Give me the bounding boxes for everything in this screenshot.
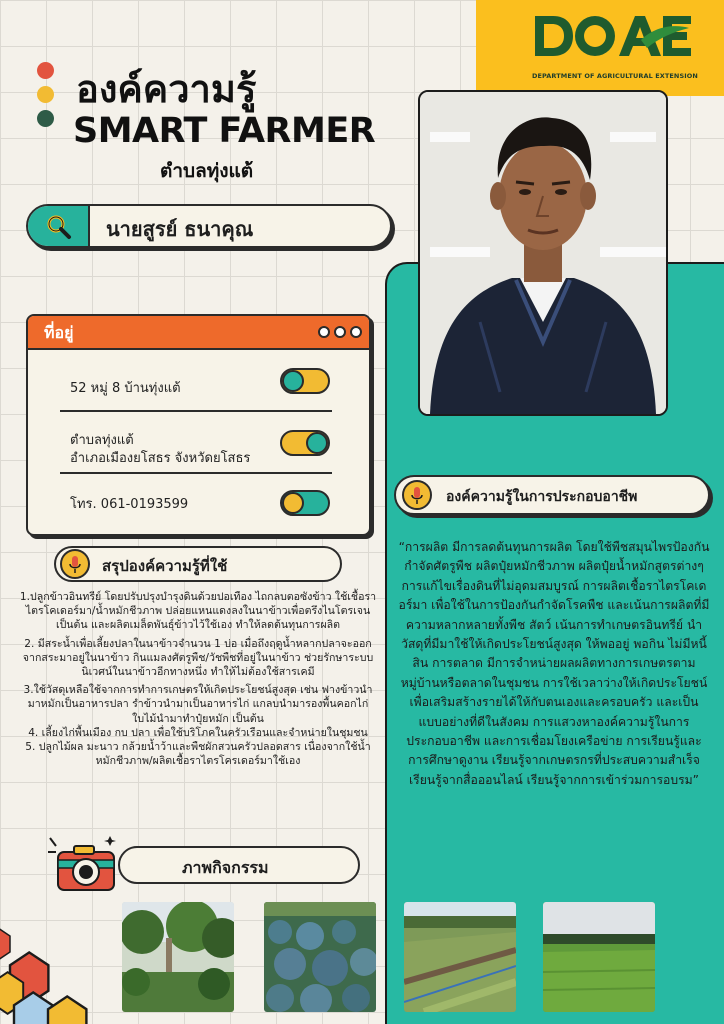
summary-list <box>18 590 378 772</box>
activity-photo <box>543 902 655 1012</box>
vegetable-garden-photo <box>264 902 376 1012</box>
activity-photo <box>404 902 516 1012</box>
garden-trees-photo <box>122 902 234 1012</box>
toggle-icon <box>280 430 330 456</box>
window-dot-icon <box>334 326 346 338</box>
search-icon-box <box>28 206 90 246</box>
activity-photo <box>122 902 234 1012</box>
page-title-thai: องค์ความรู้ <box>76 67 257 111</box>
page-title-english: SMART FARMER <box>73 111 376 151</box>
microphone-badge <box>60 549 90 579</box>
knowledge-header <box>394 475 710 515</box>
microphone-badge <box>402 480 432 510</box>
knowledge-paragraph: “การผลิต มีการลดต้นทุนการผลิต โดยใช้พืชสมุนไพรป้องกันกำจัดศัตรูพืช ผลิตปุ๋ยหมักชีวภาพ ผลิตปุ๋ยน้ำหมักสูตรต่างๆ การแก้ไขเรื่องดินที่ไม่อุดมสมบูรณ์ การผลิตเชื้อราไตรโคเดอร์มา เพื่อใช้ในการป้องกันกำจัดโรคพืช และเน้นการผลิตที่มีความหลากหลายทั้งพืช สัตว์ เน้นการทำเกษตรอินทรีย์ นำวัสดุที่มีมาใช้ให้เกิดประโยชน์สูงสุด ให้พออยู่ พอกิน ไม่มีหนี้สิน การตลาด มีการจำหน่ายผลผลิตทางการเกษตรตามหมู่บ้านหรือตลาดในชุมชน การใช้เวลาว่างให้เกิดประโยชน์ เพื่อเสริมสร้างรายได้ให้กับตนเองและครอบครัว และเป็นแบบอย่างที่ดีในสังคม การแสวงหาองค์ความรู้ในการประกอบอาชีพ และการเชื่อมโยงเครือข่าย การเรียนรู้และการศึกษาดูงาน เรียนรู้จากเกษตรกรที่ประสบความสำเร็จ เรียนรู้จากสื่อออนไลน์ เรียนรู้จากการเข้าร่วมการอบรม” <box>398 540 710 787</box>
summary-item: 1.ปลูกข้าวอินทรีย์ โดยปรับปรุงบำรุงดินด้วยปอเทือง ไถกลบตอซังข้าว ใช้เชื้อราไตรโคเดอร์มา/น้ำหมักชีวภาพ ปล่อยแหนแดงลงในนาข้าวเพื่อตรึงไนโตรเจน เป็นต้น และผลิตเมล็ดพันธุ์ข้าวไว้ใช้เอง ทำให้ลดต้นทุนการผลิต <box>19 591 377 632</box>
address-line-village: 52 หมู่ 8 บ้านทุ่งแต้ <box>70 381 181 396</box>
doae-logo <box>533 12 693 60</box>
address-line-district: อำเภอเมืองยโสธร จังหวัดยโสธร <box>70 451 251 466</box>
address-card-header <box>28 316 369 350</box>
farmer-name: นายสูรย์ ธนาคุณ <box>106 217 254 241</box>
activity-photo <box>264 902 376 1012</box>
paddy-field-photo <box>543 902 655 1012</box>
microphone-icon <box>68 555 82 575</box>
decorative-yellow-dot <box>37 86 54 103</box>
search-icon <box>46 214 72 240</box>
address-phone: โทร. 061-0193599 <box>70 497 189 512</box>
camera-icon <box>46 832 116 894</box>
address-title: ที่อยู่ <box>44 323 74 342</box>
logo-caption: DEPARTMENT OF AGRICULTURAL EXTENSION <box>532 72 698 80</box>
decorative-hexagons <box>0 914 110 1024</box>
page-subtitle: ตำบลทุ่งแต้ <box>160 160 254 182</box>
farmer-name-bar <box>26 204 392 248</box>
microphone-icon <box>410 486 424 506</box>
knowledge-title: องค์ความรู้ในการประกอบอาชีพ <box>446 489 638 505</box>
decorative-green-dot <box>37 110 54 127</box>
toggle-knob <box>282 370 304 392</box>
divider <box>60 472 332 474</box>
toggle-icon <box>280 368 330 394</box>
divider <box>60 410 332 412</box>
rice-field-photo <box>404 902 516 1012</box>
toggle-knob <box>282 492 304 514</box>
toggle-knob <box>306 432 328 454</box>
farmer-photo <box>418 90 668 416</box>
summary-item: 3.ใช้วัสดุเหลือใช้จากการทำการเกษตรให้เกิดประโยชน์สูงสุด เช่น ฟางข้าวนำมาหมักเป็นอาหารปลา รำข้าวนำมาเป็นอาหารไก่ แกลบนำมารองพื้นคอกไก่ใบไม้นำมาทำปุ๋ยหมัก เป็นต้น <box>23 684 373 725</box>
summary-item: 4. เลี้ยงไก่พื้นเมือง กบ ปลา เพื่อใช้บริโภคในครัวเรือนและจำหน่ายในชุมชน <box>28 726 368 739</box>
activity-title: ภาพกิจกรรม <box>182 858 269 877</box>
window-dot-icon <box>318 326 330 338</box>
farmer-portrait <box>420 92 666 414</box>
decorative-red-dot <box>37 62 54 79</box>
summary-title: สรุปองค์ความรู้ที่ใช้ <box>102 557 228 575</box>
address-line-subdistrict: ตำบลทุ่งแต้ <box>70 433 134 448</box>
summary-header <box>54 546 342 582</box>
toggle-icon <box>280 490 330 516</box>
summary-item: 5. ปลูกไม้ผล มะนาว กล้วยน้ำว้าและพืชผักสวนครัวปลอดสาร เนื่องจากใช้น้ำหมักชีวภาพ/ผลิตเชื้อราไตรโครเดอร์มาใช้เอง <box>25 741 371 768</box>
address-card <box>26 314 371 536</box>
activity-header <box>118 846 360 884</box>
summary-item: 2. มีสระน้ำเพื่อเลี้ยงปลาในนาข้าวจำนวน 1 บ่อ เมื่อถึงฤดูน้ำหลากปลาจะออกจากสระมาอยู่ในนาข้าว กินแมลงศัตรูพืช/วัชพืชที่อยู่ในนาข้าว ช่วยรักษาระบบนิเวศน์ในนาข้าวอีกทางหนึ่ง ทำให้ไม่ต้องใช้สารเคมี <box>22 637 374 679</box>
window-dot-icon <box>350 326 362 338</box>
